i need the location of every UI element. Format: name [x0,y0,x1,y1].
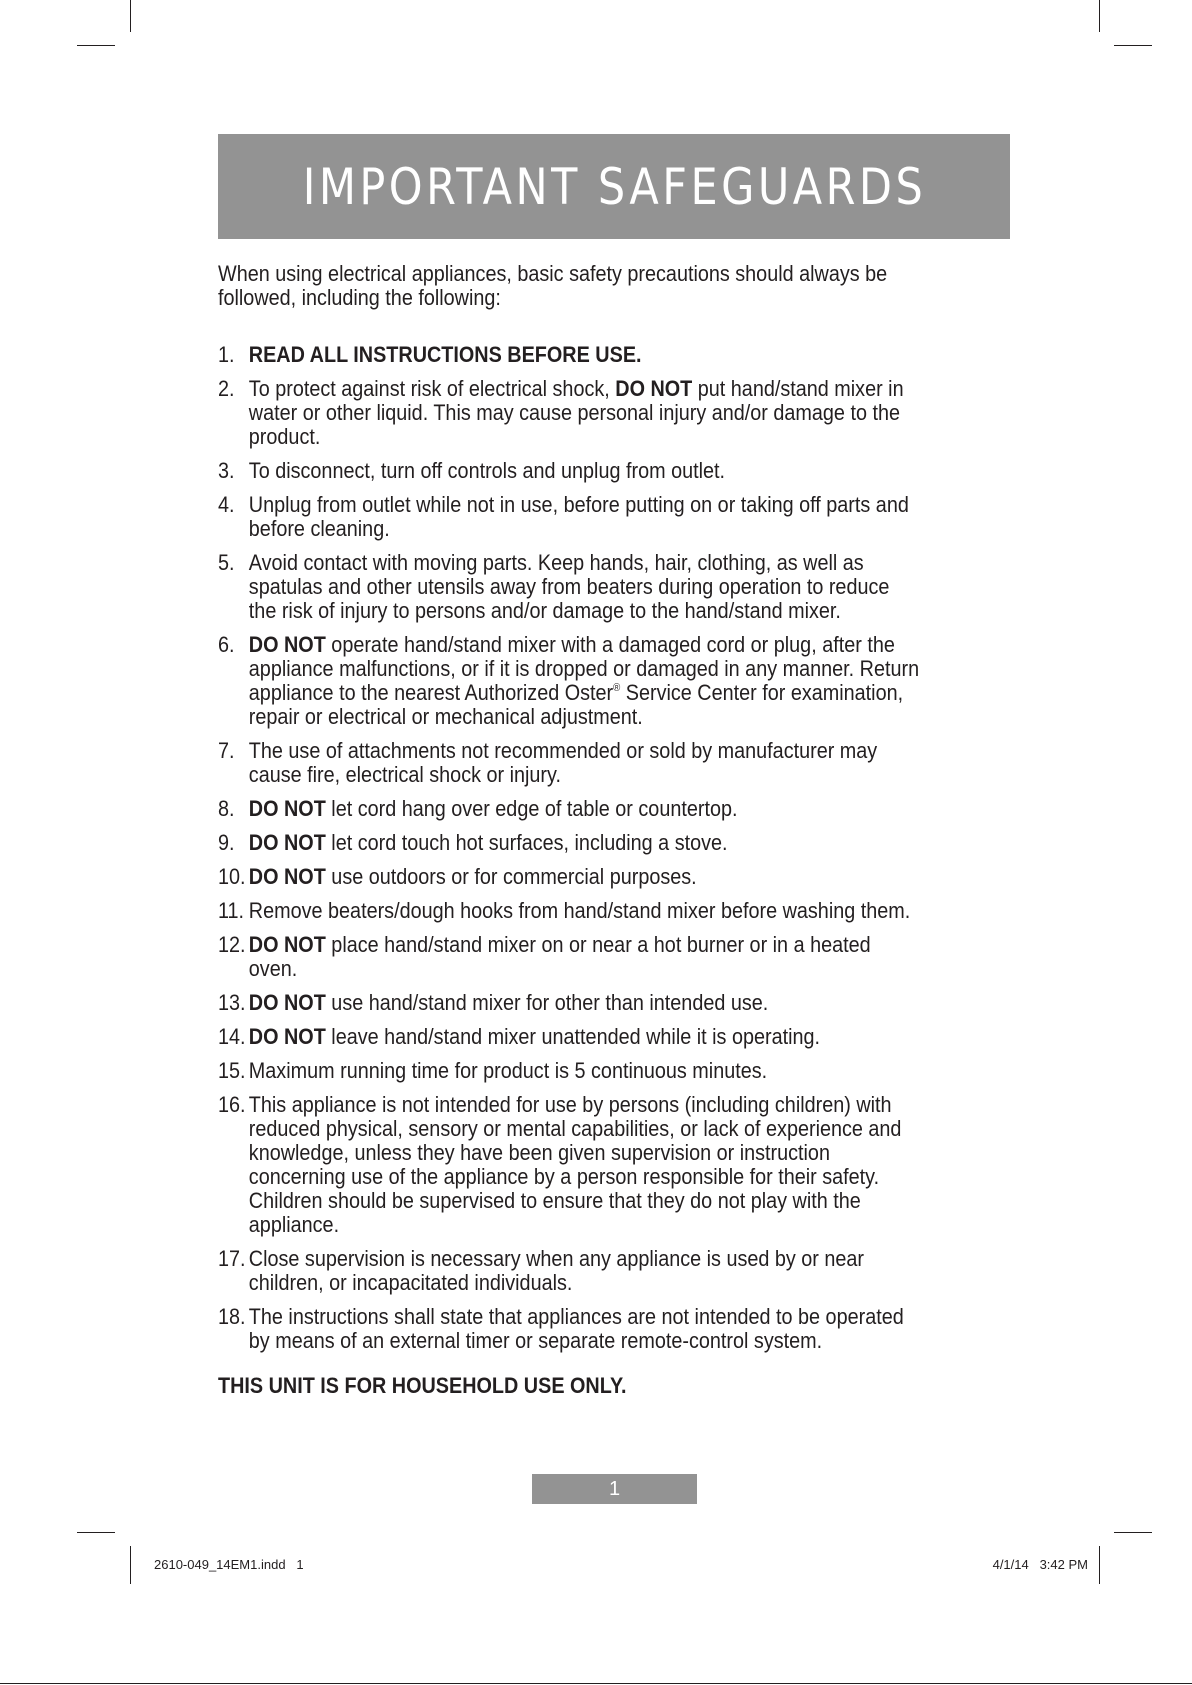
page-title: IMPORTANT SAFEGUARDS [302,157,926,216]
item-text: Maximum running time for product is 5 continuous minutes. [248,1058,768,1083]
crop-mark [1114,45,1152,46]
item-text: Unplug from outlet while not in use, before putting on or taking off parts and before cleaning. [248,492,909,541]
list-item [218,831,922,855]
item-text: Remove beaters/dough hooks from hand/stand mixer before washing them. [248,898,911,923]
item-text: DO NOT let cord hang over edge of table or countertop. [248,796,738,821]
household-use-note: THIS UNIT IS FOR HOUSEHOLD USE ONLY. [218,1373,627,1398]
item-text: Avoid contact with moving parts. Keep hands, hair, clothing, as well as spatulas and other utensils away from beaters during operation to reduce the risk of injury to persons and/or damage to the hand/stand mixer. [248,550,890,623]
item-text: DO NOT place hand/stand mixer on or near a hot burner or in a heated oven. [248,932,871,981]
list-item [218,991,922,1015]
slug-filename: 2610-049_14EM1.indd 1 [154,1557,304,1572]
list-item [218,459,922,483]
item-text: The use of attachments not recommended or sold by manufacturer may cause fire, electrical shock or injury. [248,738,878,787]
registered-mark: ® [613,682,621,694]
item-number: 15. [218,1058,246,1083]
page-number: 1 [608,1477,621,1500]
item-text: DO NOT operate hand/stand mixer with a damaged cord or plug, after the appliance malfunctions, or if it is dropped or damaged in any manner. Return appliance to the nearest Authorized Oster® Service Center for examination, repair or electrical or mechanical adjustment. [248,632,920,729]
safeguards-content [218,262,922,1398]
list-item [218,797,922,821]
page-edge [0,1683,1192,1684]
item-number: 11. [218,898,245,923]
crop-mark [1114,1532,1152,1533]
title-banner [218,134,1010,239]
crop-mark [130,0,131,32]
list-item [218,377,922,449]
item-number: 2. [218,376,235,401]
safeguards-list [218,343,922,1353]
intro-paragraph: When using electrical appliances, basic safety precautions should always be followed, including the following: [218,261,888,310]
item-number: 5. [218,550,235,575]
crop-mark [1099,1546,1100,1584]
item-number: 12. [218,932,246,957]
item-number: 14. [218,1024,246,1049]
item-number: 3. [218,458,235,483]
list-item [218,1059,922,1083]
item-text: The instructions shall state that appliances are not intended to be operated by means of an external timer or separate remote-control system. [248,1304,904,1353]
item-number: 7. [218,738,235,763]
item-number: 10. [218,864,246,889]
crop-mark [1099,0,1100,32]
list-item [218,633,922,729]
list-item [218,1305,922,1353]
item-number: 18. [218,1304,246,1329]
list-item [218,493,922,541]
item-text: DO NOT use outdoors or for commercial purposes. [248,864,697,889]
page-number-tab [532,1474,697,1504]
item-text: To disconnect, turn off controls and unplug from outlet. [248,458,726,483]
list-item [218,739,922,787]
item-number: 13. [218,990,246,1015]
item-text: DO NOT use hand/stand mixer for other than intended use. [248,990,769,1015]
item-number: 8. [218,796,235,821]
crop-mark [130,1546,131,1584]
item-number: 4. [218,492,235,517]
slug-timestamp: 4/1/14 3:42 PM [992,1557,1088,1572]
item-number: 6. [218,632,235,657]
item-text: DO NOT leave hand/stand mixer unattended while it is operating. [248,1024,821,1049]
list-item [218,865,922,889]
item-text: This appliance is not intended for use by persons (including children) with reduced physical, sensory or mental capabilities, or lack of experience and knowledge, unless they have been given supervision or instruction concerning use of the appliance by a person responsible for their safety. Children should be supervised to ensure that they do not play with the appliance. [248,1092,902,1237]
list-item [218,933,922,981]
item-number: 9. [218,830,235,855]
item-text: READ ALL INSTRUCTIONS BEFORE USE. [248,342,642,367]
list-item [218,1093,922,1237]
item-number: 1. [218,342,235,367]
list-item [218,899,922,923]
crop-mark [77,45,115,46]
item-number: 17. [218,1246,246,1271]
item-number: 16. [218,1092,246,1117]
list-item [218,343,922,367]
list-item [218,1247,922,1295]
item-text: To protect against risk of electrical shock, DO NOT put hand/stand mixer in water or other liquid. This may cause personal injury and/or damage to the product. [248,376,904,449]
item-text: Close supervision is necessary when any appliance is used by or near children, or incapacitated individuals. [248,1246,865,1295]
item-text: DO NOT let cord touch hot surfaces, including a stove. [248,830,728,855]
crop-mark [77,1532,115,1533]
list-item [218,1025,922,1049]
list-item [218,551,922,623]
